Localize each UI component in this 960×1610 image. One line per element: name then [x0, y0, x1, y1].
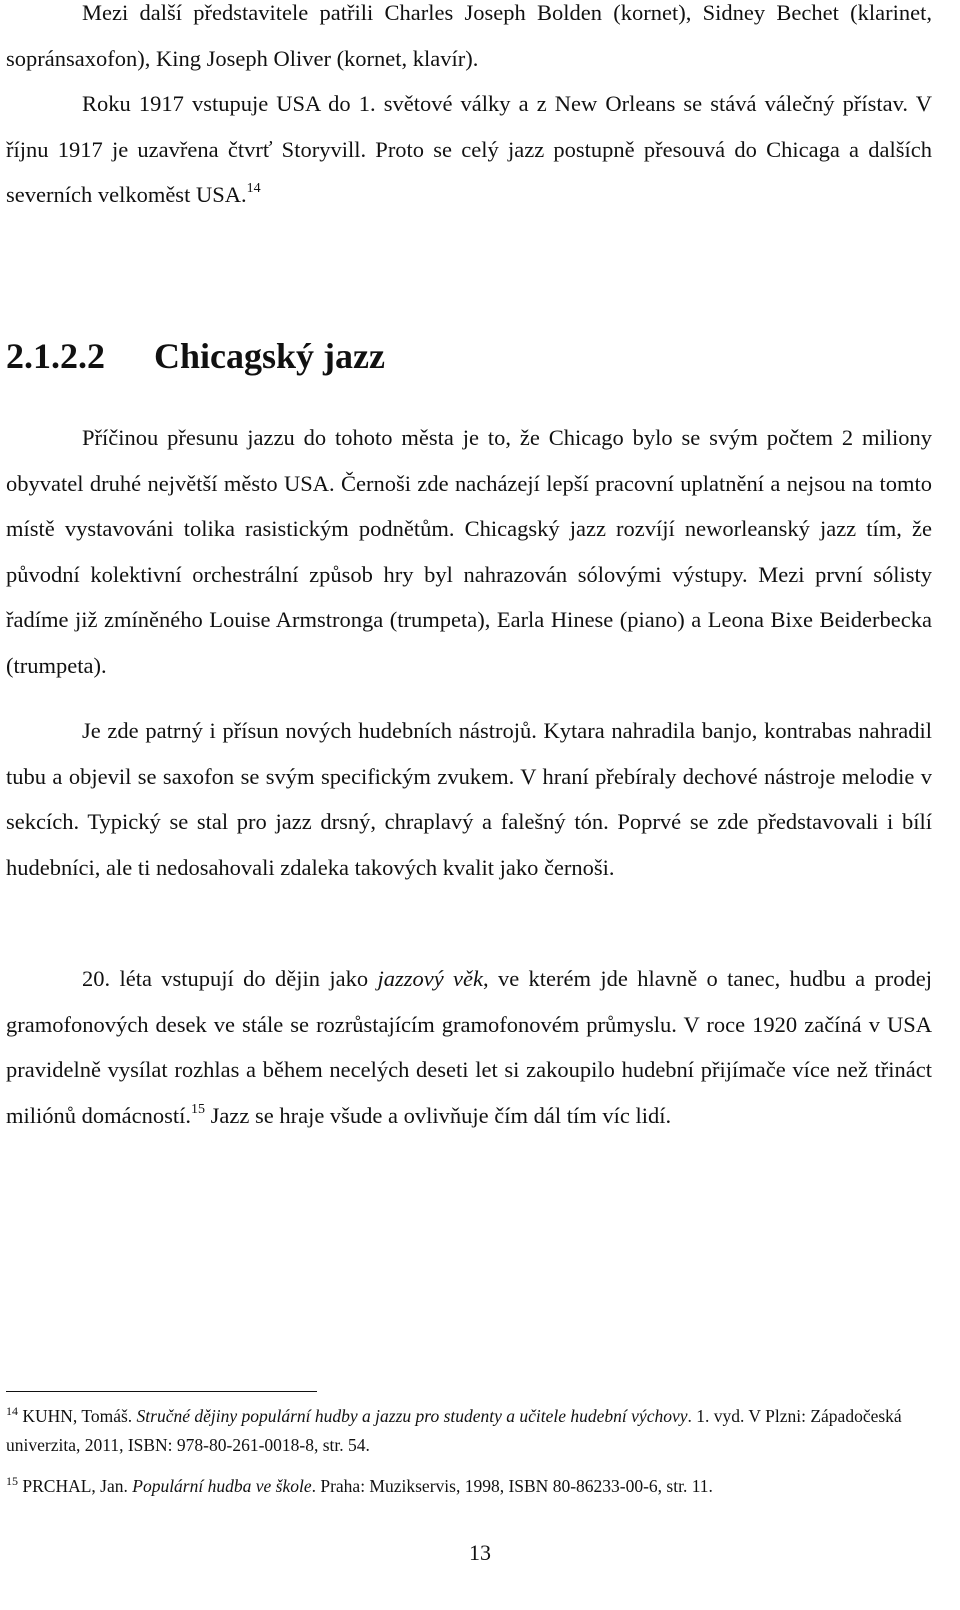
paragraph-chicago-text: Příčinou přesunu jazzu do tohoto města je to, že Chicago bylo se svým počtem 2 miliony obyvatel druhé největší město USA. Černoši zde nacházejí lepší pracovní uplatnění a nejsou na tomto místě vystavováni tolika rasistickým podnětům. Chicagský jazz rozvíjí neworleanský jazz tím, že původní kolektivní orchestrální způsob hry byl nahrazován sólovými výstupy. Mezi první sólisty řadíme již zmíněného Louise Armstronga (trumpeta), Earla Hinese (piano) a Leona Bixe Beiderbecka (trumpeta).	[6, 425, 932, 678]
footnote-15	[6, 1472, 936, 1501]
paragraph-representatives-text: Mezi další představitele patřili Charles Joseph Bolden (kornet), Sidney Bechet (klarinet, sopránsaxofon), King Joseph Oliver (kornet, klavír).	[6, 0, 932, 71]
footnote-14-number: 14	[6, 1404, 18, 1418]
paragraph-twenties-lead: 20. léta vstupují do dějin jako	[82, 966, 378, 991]
paragraph-twenties-italic: jazzový věk	[377, 966, 483, 991]
paragraph-1917-text: Roku 1917 vstupuje USA do 1. světové války a z New Orleans se stává válečný přístav. V říjnu 1917 je uzavřena čtvrť Storyvill. Proto se celý jazz postupně přesouvá do Chicaga a dalších severních velkoměst USA.	[6, 91, 932, 207]
paragraph-representatives	[6, 0, 932, 81]
paragraph-twenties-tail: Jazz se hraje všude a ovlivňuje čím dál tím víc lidí.	[205, 1102, 672, 1128]
footnote-15-title: Populární hudba ve škole	[132, 1476, 312, 1496]
paragraph-instruments-text: Je zde patrný i přísun nových hudebních nástrojů. Kytara nahradila banjo, kontrabas nahradil tubu a objevil se saxofon se svým specifickým zvukem. V hraní přebíraly dechové nástroje melodie v sekcích. Typický se stal pro jazz drsný, chraplavý a falešný tón. Poprvé se zde představovali i bílí hudebníci, ale ti nedosahovali zdaleka takových kvalit jako černoši.	[6, 718, 932, 880]
section-number: 2.1.2.2	[6, 336, 105, 376]
footnote-separator	[6, 1391, 317, 1392]
footnote-14-details: . 1. vyd. V Plzni: Západočeská univerzita, 2011, ISBN: 978-80-261-0018-8, str. 54.	[6, 1406, 902, 1455]
footnote-14	[6, 1402, 936, 1460]
paragraph-twenties	[6, 956, 932, 1138]
paragraph-twenties-mid: , ve kterém jde hlavně o tanec, hudbu a prodej gramofonových desek ve stále se rozrůstajícím gramofonovém průmyslu. V roce 1920 začíná v USA pravidelně vysílat rozhlas a během necelých deseti let si zakoupilo hudební přijímače více než třináct miliónů domácností.	[6, 966, 932, 1128]
paragraph-chicago	[6, 415, 932, 688]
paragraph-1917	[6, 81, 932, 218]
footnote-14-title: Stručné dějiny populární hudby a jazzu pro studenty a učitele hudební výchovy	[136, 1406, 688, 1426]
footnote-15-details: . Praha: Muzikservis, 1998, ISBN 80-86233-00-6, str. 11.	[311, 1476, 713, 1496]
paragraph-instruments	[6, 708, 932, 890]
page-number: 13	[469, 1540, 491, 1565]
footnote-15-author: PRCHAL, Jan.	[18, 1476, 133, 1496]
section-title: Chicagský jazz	[154, 336, 385, 376]
section-heading	[6, 330, 385, 382]
footnote-15-number: 15	[6, 1474, 18, 1488]
footnote-ref-15[interactable]: 15	[191, 1101, 205, 1117]
footnote-ref-14[interactable]: 14	[246, 181, 261, 196]
footnote-14-author: KUHN, Tomáš.	[18, 1406, 137, 1426]
